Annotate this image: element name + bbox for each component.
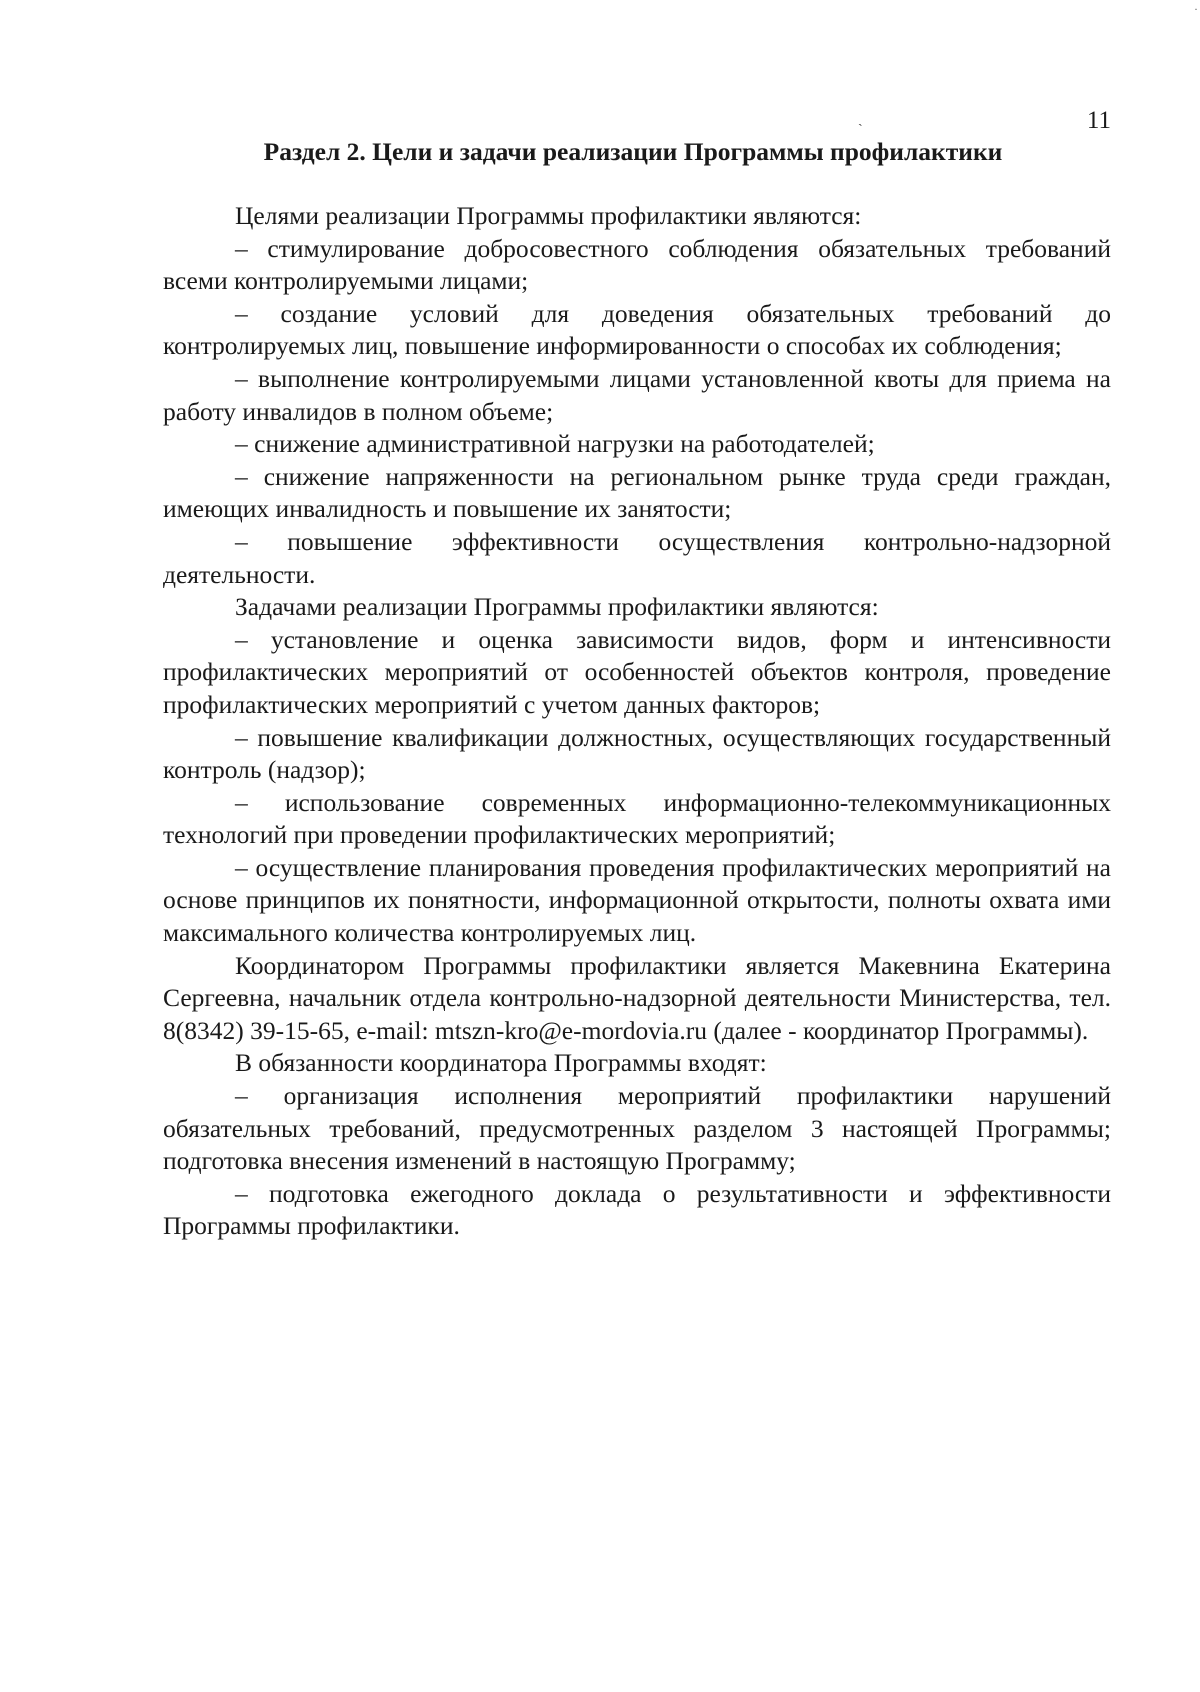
scan-edge-mark: · (1194, 2, 1198, 16)
paragraph-tasks-intro: Задачами реализации Программы профилактики являются: (235, 592, 879, 622)
page-number: 11 (1086, 107, 1111, 134)
goal-item: – стимулирование добросовестного соблюдения обязательных требований всеми контролируемыми лицами; (163, 233, 1111, 296)
goal-item: – снижение административной нагрузки на работодателей; (235, 429, 875, 459)
section-title: Раздел 2. Цели и задачи реализации Программы профилактики (263, 137, 1003, 166)
goal-item: – повышение эффективности осуществления контрольно-надзорной деятельности. (163, 526, 1111, 589)
goal-item: – снижение напряженности на региональном рынке труда среди граждан, имеющих инвалидность и повышение их занятости; (163, 461, 1111, 524)
scan-mark: ˏ (858, 112, 863, 127)
paragraph-duties-intro: В обязанности координатора Программы входят: (235, 1048, 767, 1078)
task-item: – осуществление планирования проведения профилактических мероприятий на основе принципов их понятности, информационной открытости, полноты охвата ими максимального количества контролируемых лиц. (163, 852, 1111, 948)
task-item: – использование современных информационно-телекоммуникационных технологий при проведении профилактических мероприятий; (163, 787, 1111, 850)
paragraph-coordinator: Координатором Программы профилактики является Макевнина Екатерина Сергеевна, начальник отдела контрольно-надзорной деятельности Министерства, тел. 8(8342) 39-15-65, e-mail: mtszn-kro@e-mordovia.ru (далее - координатор Программы). (163, 950, 1111, 1045)
paragraph-goals-intro: Целями реализации Программы профилактики являются: (235, 201, 862, 230)
goal-item: – создание условий для доведения обязательных требований до контролируемых лиц, повышение информированности о способах их соблюдения; (163, 298, 1111, 361)
task-item: – установление и оценка зависимости видов, форм и интенсивности профилактических мероприятий от особенностей объектов контроля, проведение профилактических мероприятий с учетом данных факторов; (163, 624, 1111, 719)
duty-item: – организация исполнения мероприятий профилактики нарушений обязательных требований, предусмотренных разделом 3 настоящей Программы; подготовка внесения изменений в настоящую Программу; (163, 1081, 1111, 1176)
duty-item: – подготовка ежегодного доклада о результативности и эффективности Программы профилактики. (163, 1178, 1111, 1241)
document-body (163, 200, 1111, 1243)
goal-item: – выполнение контролируемыми лицами установленной квоты для приема на работу инвалидов в полном объеме; (163, 363, 1111, 426)
task-item: – повышение квалификации должностных, осуществляющих государственный контроль (надзор); (163, 722, 1111, 785)
